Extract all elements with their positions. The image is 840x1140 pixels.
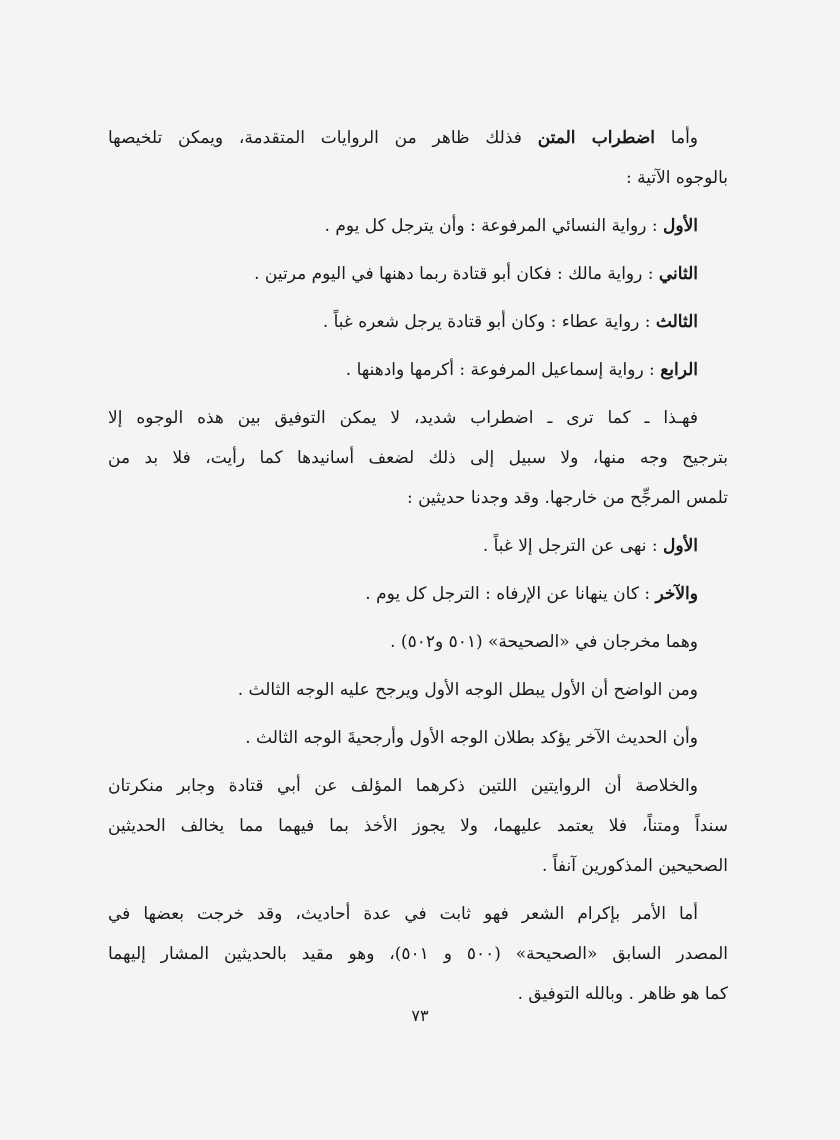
hadith-first-text: : نهى عن الترجل إلا غباً . — [482, 536, 664, 556]
page-body — [108, 118, 728, 1014]
hadith-last-text: : كان ينهانا عن الإرفاه : الترجل كل يوم . — [365, 584, 656, 604]
hadith-first — [108, 526, 728, 566]
variant-third-text: : رواية عطاء : وكان أبو قتادة يرجل شعره غباً . — [322, 312, 656, 332]
intro-bold-term: اضطراب المتن — [537, 128, 655, 148]
variant-first-label: الأول — [663, 216, 698, 236]
command-line-1: أما الأمر بإكرام الشعر فهو ثابت في عدة أحاديث، وقد خرجت بعضها في — [108, 904, 698, 924]
intro-line-1 — [108, 118, 728, 158]
variant-first — [108, 206, 728, 246]
variant-third-label: الثالث — [655, 312, 698, 332]
conflict-line-3: تلمس المرجِّح من خارجها. وقد وجدنا حديثين : — [406, 488, 728, 508]
conflict-line-1: فهـذا ـ كما ترى ـ اضطراب شديد، لا يمكن التوفيق بين هذه الوجوه إلا — [108, 408, 698, 428]
variant-first-text: : رواية النسائي المرفوعة : وأن يترجل كل يوم . — [324, 216, 664, 236]
hadith-last — [108, 574, 728, 614]
intro-post: فذلك ظاهر من الروايات المتقدمة، ويمكن تلخيصها — [108, 128, 538, 148]
variant-second-text: : رواية مالك : فكان أبو قتادة ربما دهنها في اليوم مرتين . — [254, 264, 659, 284]
sources-line: وهما مخرجان في «الصحيحة» (٥٠١ و٥٠٢) . — [390, 632, 698, 652]
summary-line-3: الصحيحين المذكورين آنفاً . — [541, 856, 728, 876]
hadith-first-label: الأول — [663, 536, 698, 556]
variant-second-label: الثاني — [658, 264, 698, 284]
variant-fourth-label: الرابع — [660, 360, 698, 380]
variant-second — [108, 254, 728, 294]
command-line-3: كما هو ظاهر . وبالله التوفيق . — [517, 984, 728, 1004]
command-line-2: المصدر السابق «الصحيحة» (٥٠٠ و ٥٠١)، وهو مقيد بالحديثين المشار إليهما — [108, 944, 728, 964]
hadith-last-label: والآخر — [655, 584, 698, 604]
summary-line-2: سنداً ومتناً، فلا يعتمد عليهما، ولا يجوز الأخذ بما فيهما مما يخالف الحديثين — [108, 816, 728, 836]
intro-pre: وأما — [655, 128, 699, 148]
variant-fourth-text: : رواية إسماعيل المرفوعة : أكرمها وادهنها . — [345, 360, 661, 380]
variant-third — [108, 302, 728, 342]
page-number: ٧٣ — [411, 1006, 429, 1025]
variant-fourth — [108, 350, 728, 390]
summary-line-1: والخلاصة أن الروايتين اللتين ذكرهما المؤلف عن أبي قتادة وجابر منكرتان — [108, 776, 698, 796]
clear-line-1: ومن الواضح أن الأول يبطل الوجه الأول ويرجح عليه الوجه الثالث . — [237, 680, 698, 700]
clear-line-2: وأن الحديث الآخر يؤكد بطلان الوجه الأول وأرجحيةَ الوجه الثالث . — [245, 728, 698, 748]
conflict-line-2: بترجيح وجه منها، ولا سبيل إلى ذلك لضعف أسانيدها كما رأيت، فلا بد من — [108, 448, 728, 468]
intro-line-2: بالوجوه الآتية : — [626, 168, 728, 188]
